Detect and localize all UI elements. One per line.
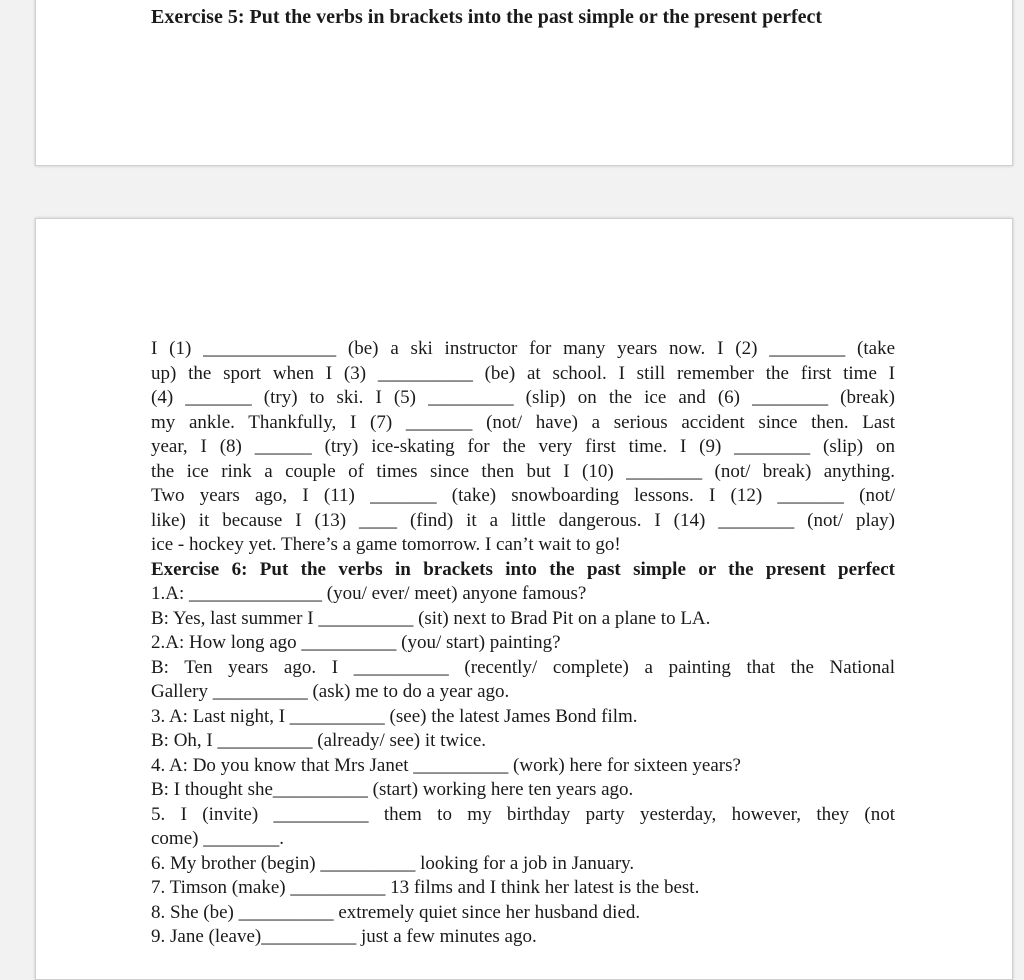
text-line: the ice rink a couple of times since then but I (10) ________ (not/ break) anything. — [151, 460, 895, 482]
list-item: Gallery __________ (ask) me to do a year ago. — [151, 681, 510, 702]
exercise6-title: Exercise 6: Put the verbs in brackets into the past simple or the present perfect — [151, 558, 895, 580]
list-item: 6. My brother (begin) __________ looking for a job in January. — [151, 852, 635, 874]
document-body — [151, 337, 895, 950]
exercise6-list — [151, 582, 895, 950]
list-item: B: Ten years ago. I __________ (recently/ complete) a painting that the National — [151, 656, 895, 678]
text-line: up) the sport when I (3) __________ (be) at school. I still remember the first time I — [151, 362, 895, 384]
text-line: ice - hockey yet. There’s a game tomorrow. I can’t wait to go! — [151, 534, 621, 555]
list-item: 9. Jane (leave)__________ just a few minutes ago. — [151, 926, 537, 947]
list-item: come) ________. — [151, 828, 284, 849]
text-line: year, I (8) ______ (try) ice-skating for the very first time. I (9) ________ (slip) on — [151, 436, 895, 457]
text-line: (4) _______ (try) to ski. I (5) _________ (slip) on the ice and (6) ________ (break) — [151, 387, 895, 408]
list-item: B: I thought she__________ (start) working here ten years ago. — [151, 779, 634, 800]
text-line: I (1) ______________ (be) a ski instructor for many years now. I (2) ________ (take — [151, 338, 895, 359]
list-item: 4. A: Do you know that Mrs Janet __________ (work) here for sixteen years? — [151, 754, 741, 776]
list-item: 1.A: ______________ (you/ ever/ meet) anyone famous? — [151, 583, 587, 604]
exercise5-title: Exercise 5: Put the verbs in brackets into the past simple or the present perfect — [151, 6, 823, 28]
list-item: 8. She (be) __________ extremely quiet since her husband died. — [151, 901, 641, 923]
text-line: like) it because I (13) ____ (find) it a little dangerous. I (14) ________ (not/ play) — [151, 509, 895, 531]
list-item: 7. Timson (make) __________ 13 films and I think her latest is the best. — [151, 877, 700, 898]
list-item: 3. A: Last night, I __________ (see) the latest James Bond film. — [151, 705, 638, 727]
text-line: Two years ago, I (11) _______ (take) snowboarding lessons. I (12) _______ (not/ — [151, 485, 895, 506]
list-item: 5. I (invite) __________ them to my birthday party yesterday, however, they (not — [151, 803, 895, 825]
list-item: B: Yes, last summer I __________ (sit) next to Brad Pit on a plane to LA. — [151, 607, 711, 629]
list-item: B: Oh, I __________ (already/ see) it twice. — [151, 730, 487, 751]
exercise5-passage — [151, 337, 895, 558]
text-line: my ankle. Thankfully, I (7) _______ (not/ have) a serious accident since then. Last — [151, 411, 895, 433]
list-item: 2.A: How long ago __________ (you/ start) painting? — [151, 632, 561, 653]
